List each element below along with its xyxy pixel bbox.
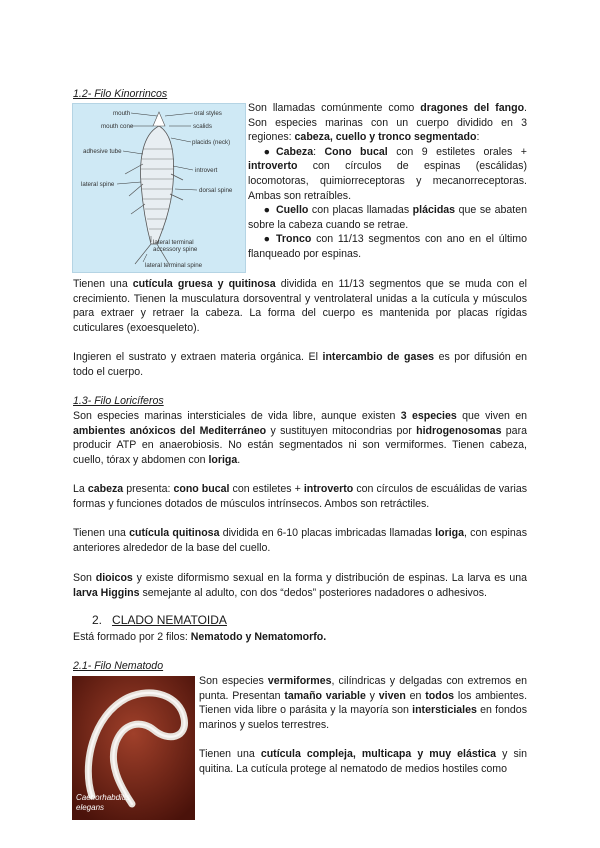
- section-heading-loriciferos: 1.3- Filo Loricíferos: [73, 395, 164, 407]
- photo-caption-genus: Caenorhabditis: [76, 793, 130, 802]
- label-dorsal-spine: dorsal spine: [199, 187, 233, 194]
- bold-term: loriga: [208, 453, 238, 466]
- section-heading-kinorrincos: 1.2- Filo Kinorrincos: [73, 88, 168, 100]
- bold-term: Cuello: [276, 204, 309, 217]
- loriciferos-p3: Tienen una cutícula quitinosa dividida en 6-10 placas imbricadas llamadas loriga, con espinas anteriores alrededor de la base del cuello.: [73, 527, 527, 554]
- bold-term: dragones del fango: [420, 102, 525, 114]
- label-lt-accessory-1: lateral terminal: [153, 239, 194, 246]
- bold-term: intersticiales: [412, 704, 477, 717]
- bold-term: Cono bucal: [324, 145, 388, 158]
- kinorrincos-bullet-tronco: ● Tronco con 11/13 segmentos con ano en el último flanqueado por espinas.: [248, 233, 527, 260]
- label-lt-accessory-2: accessory spine: [153, 246, 198, 253]
- bold-term: intercambio de gases: [322, 351, 435, 363]
- bold-term: cutícula compleja, multicapa y muy elástica: [260, 748, 497, 760]
- label-adhesive-tube: adhesive tube: [83, 148, 122, 155]
- label-lateral-terminal-spine: lateral terminal spine: [145, 262, 203, 269]
- bold-term: plácidas: [412, 204, 456, 217]
- bold-term: Nematodo y Nematomorfo.: [190, 631, 327, 643]
- kinorhyncha-illustration: [73, 104, 245, 272]
- label-lateral-spine: lateral spine: [81, 181, 115, 188]
- bold-term: loriga: [435, 527, 465, 539]
- bold-term: todos: [425, 689, 455, 702]
- label-mouth: mouth: [113, 110, 131, 117]
- label-introvert: introvert: [195, 167, 218, 174]
- loriciferos-p1: Son especies marinas intersticiales de vida libre, aunque existen 3 especies que viven en ambientes anóxicos del Mediterráneo y sustituyen mitocondrias por hidrogenosomas para producir ATP en anaerobiosis. No están segmentados ni son vermiformes. Tienen cabeza, cuello, tórax y abdomen con loriga.: [73, 410, 527, 466]
- bold-term: hidrogenosomas: [416, 424, 502, 437]
- bold-term: dioicos: [95, 572, 133, 584]
- loriciferos-p4: Son dioicos y existe diformismo sexual en la forma y distribución de espinas. La larva es una larva Higgins semejante al adulto, con dos “dedos” posteriores nadadores o adhesivos.: [73, 572, 527, 599]
- kinorrincos-bullet-cuello: ● Cuello con placas llamadas plácidas que se abaten sobre la cabeza cuando se retrae.: [248, 204, 527, 231]
- bold-term: ambientes anóxicos del Mediterráneo: [73, 424, 267, 437]
- c-elegans-illustration: [72, 676, 195, 820]
- c-elegans-photo: [72, 676, 195, 820]
- bold-term: 3 especies: [400, 410, 457, 422]
- kinorhyncha-diagram: [72, 103, 246, 273]
- nematodo-p2: Tienen una cutícula compleja, multicapa y muy elástica y sin quitina. La cutícula protege al nematodo de medios hostiles como: [199, 748, 527, 775]
- bold-term: tamaño variable: [284, 689, 366, 702]
- label-scalids: scalids: [193, 123, 212, 130]
- kinorrincos-bullet-cabeza: ● Cabeza: Cono bucal con 9 estiletes orales + introverto con círculos de espinas (escálidas) locomotoras, quimiorreceptoras y mecanorreceptoras. Ambas son retraíbles.: [248, 145, 527, 202]
- label-oral-styles: oral styles: [194, 110, 222, 117]
- photo-caption-species: elegans: [76, 803, 105, 812]
- bold-term: cutícula quitinosa: [129, 527, 220, 539]
- kinorrincos-p2: Tienen una cutícula gruesa y quitinosa dividida en 11/13 segmentos que se muda con el crecimiento. Tienen la musculatura dorsoventral y ventrolateral unidas a la cutícula y músculos para extraer y retraer la cabeza. La forma del cuerpo es mantenida por placas rígidas cuticulares (exoesqueleto).: [73, 278, 528, 334]
- loriciferos-p2: La cabeza presenta: cono bucal con estiletes + introverto con círculos de escuálidas de varias formas y funciones dotados de músculos intrínsecos. Ambos son retráctiles.: [73, 483, 528, 510]
- bold-term: introverto: [248, 160, 298, 173]
- bold-term: cabeza, cuello y tronco segmentado: [294, 131, 477, 144]
- kinorrincos-intro: [248, 101, 527, 262]
- label-mouth-cone: mouth cone: [101, 123, 134, 130]
- label-placids: placids (neck): [192, 139, 231, 146]
- bold-term: Cabeza: [276, 145, 314, 158]
- section-heading-nematoida: 2. CLADO NEMATOIDA: [92, 613, 227, 627]
- bold-term: viven: [378, 689, 406, 702]
- kinorrincos-p3: Ingieren el sustrato y extraen materia orgánica. El intercambio de gases es por difusión en todo el cuerpo.: [73, 351, 527, 378]
- bold-term: introverto: [303, 483, 354, 495]
- bold-term: cono bucal: [173, 483, 230, 495]
- section-heading-nematodo: 2.1- Filo Nematodo: [73, 660, 164, 672]
- kinorrincos-p1: Son llamadas comúnmente como dragones del fango. Son especies marinas con un cuerpo dividido en 3 regiones: cabeza, cuello y tronco segmentado:: [248, 102, 527, 144]
- bold-term: larva Higgins: [73, 586, 140, 599]
- bold-term: cabeza: [87, 483, 124, 495]
- bold-term: cutícula gruesa y quitinosa: [132, 278, 276, 290]
- nematoida-p1: Está formado por 2 filos: Nematodo y Nematomorfo.: [73, 631, 327, 643]
- nematodo-p1: Son especies vermiformes, cilíndricas y delgadas con extremos en punta. Presentan tamaño variable y viven en todos los ambientes. Tienen vida libre o parásita y la mayoría son intersticiales en fondos marinos y suelos terrestres.: [199, 675, 528, 731]
- bold-term: Tronco: [276, 233, 312, 246]
- bold-term: vermiformes: [267, 675, 332, 687]
